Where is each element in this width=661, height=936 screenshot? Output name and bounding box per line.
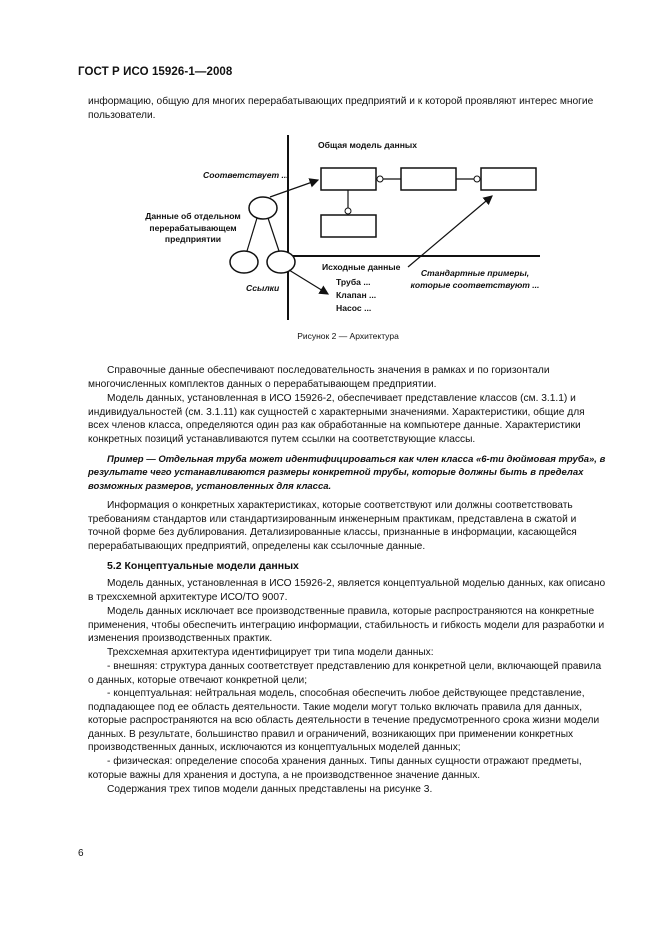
source-data-label: Исходные данные (322, 262, 401, 272)
paragraph-figure-ref: Содержания трех типов модели данных представлены на рисунке 3. (107, 784, 433, 795)
section-heading: 5.2 Концептуальные модели данных (107, 560, 299, 572)
child-node-1 (230, 251, 258, 273)
paragraph-characteristics: Информация о конкретных характеристиках, которые соответствуют или должны соответствовать требованиям стандартов или стандартизированным инженерным практикам, представлена в сжатой и точной форме без дублирования. Детализированные классы, признанные в информации, касающейся перерабатывающих предприятий, определены как ссылочные данные. (88, 500, 577, 552)
paragraph-reference-data: Справочные данные обеспечивают последовательность значения в рамках и по горизонтали многочисленных комплектов данных о перерабатывающем предприятии. (88, 365, 550, 390)
pipe-label: Труба ... (336, 277, 371, 287)
model-box-4 (321, 215, 376, 237)
list-item-conceptual: - концептуальная: нейтральная модель, способная обеспечить любое действующее представление, подпадающее под ее область деятельности. Такие модели могут только включать правила для данных, которые распространяются на всю область деятельности в течение предусмотренного срока жизни модели данных. В результате, большинство правил и ограничений, возникающих при применении конкретных производственных данных, исключаются из концептуальных моделей данных; (88, 688, 600, 754)
child-node-2 (267, 251, 295, 273)
model-box-3 (481, 168, 536, 190)
connector-node (377, 176, 383, 182)
intro-paragraph: информацию, общую для многих перерабатывающих предприятий и к которой проявляют интерес многие пользователи. (88, 96, 594, 121)
valve-label: Клапан ... (336, 290, 377, 300)
corresponds-label: Соответствует ... (203, 170, 289, 180)
list-item-external: - внешняя: структура данных соответствует представлению для конкретной цели, включающей правила о данных, которые отвечают конкретной цели; (88, 661, 602, 686)
enterprise-data-label: Данные об отдельном перерабатывающем предприятии (145, 211, 241, 244)
paragraph-data-model: Модель данных, установленная в ИСО 15926-2, обеспечивает представление классов (см. 3.1.1) и индивидуальностей (см. 3.1.11) как сущностей с характерными значениями. Характеристики, общие для всех членов класса, определяются один раз как обработанные на компьютере данные. Характеристики конкретных позиций устанавливаются путем ссылки на соответствующие классы. (88, 393, 585, 445)
enterprise-node (249, 197, 277, 219)
model-box-1 (321, 168, 376, 190)
standard-examples-label: Стандартные примеры, которые соответствуют ... (410, 268, 540, 290)
list-item-physical: - физическая: определение способа хранения данных. Типы данных сущности отражают предметы, которые важны для хранения и доступа, а не производственное значение данных. (88, 756, 582, 781)
connector-node (474, 176, 480, 182)
page-number: 6 (78, 848, 84, 859)
pump-label: Насос ... (336, 303, 372, 313)
figure-caption: Рисунок 2 — Архитектура (297, 331, 399, 341)
paragraph-exclusions: Модель данных исключает все производственные правила, которые распространяются на конкретные применения, чтобы обеспечить интеграцию информации, стабильность и гибкость модели для разработки и изменения производственных практик. (88, 606, 605, 645)
document-header: ГОСТ Р ИСО 15926-1—2008 (78, 66, 233, 78)
paragraph-three-schema: Трехсхемная архитектура идентифицирует три типа модели данных: (107, 647, 434, 658)
corresponds-arrow (270, 180, 318, 197)
paragraph-conceptual: Модель данных, установленная в ИСО 15926-2, является концептуальной моделью данных, как описано в трехсхемной архитектуре ИСО/ТО 9007. (88, 578, 606, 603)
links-label: Ссылки (246, 283, 280, 293)
common-model-label: Общая модель данных (318, 140, 418, 150)
example-note: Пример — Отдельная труба может идентифицироваться как член класса «6-ти дюймовая труба», в результате чего устанавливаются размеры конкретной трубы, которые должны быть в пределах возможных размеров, установленных для класса. (88, 454, 606, 492)
connector-node (345, 208, 351, 214)
model-box-2 (401, 168, 456, 190)
links-arrow (289, 270, 328, 294)
